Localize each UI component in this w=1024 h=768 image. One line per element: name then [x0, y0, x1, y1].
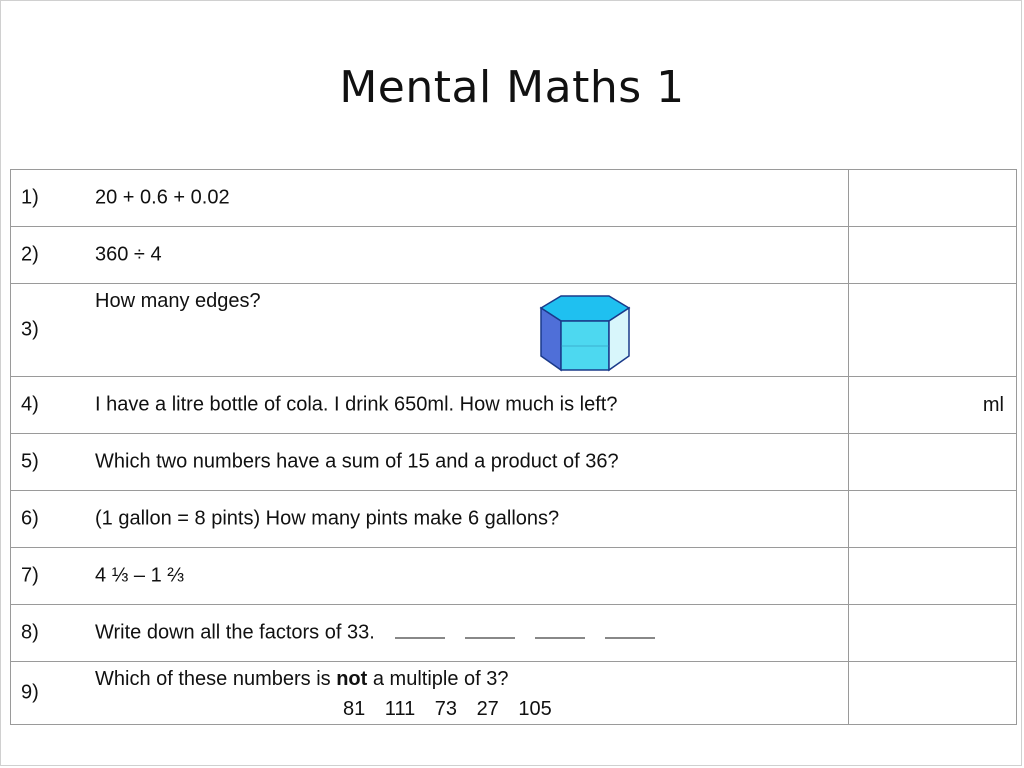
question-row [11, 227, 1017, 284]
answer-box[interactable]: ml [849, 377, 1017, 434]
factor-blank[interactable] [395, 622, 445, 639]
question-text-wrapper [95, 622, 655, 645]
question-number: 7) [21, 564, 39, 587]
question-text: Which two numbers have a sum of 15 and a product of 36? [95, 450, 619, 473]
factor-blank[interactable] [535, 622, 585, 639]
question-text: How many edges? [95, 290, 261, 312]
number-options: 81 111 73 27 105 [343, 698, 552, 720]
answer-box[interactable] [849, 227, 1017, 284]
question-row [11, 434, 1017, 491]
question-text: I have a litre bottle of cola. I drink 650ml. How much is left? [95, 393, 618, 416]
question-text: Write down all the factors of 33. [95, 621, 375, 644]
page-title: Mental Maths 1 [339, 62, 685, 113]
question-text: 360 ÷ 4 [95, 243, 162, 266]
question-row [11, 605, 1017, 662]
question-row [11, 170, 1017, 227]
question-number: 8) [21, 621, 39, 644]
answer-box[interactable] [849, 548, 1017, 605]
question-number: 4) [21, 393, 39, 416]
answer-box[interactable] [849, 662, 1017, 725]
hexagonal-prism-image [539, 290, 631, 372]
answer-box[interactable] [849, 434, 1017, 491]
factor-blank[interactable] [465, 622, 515, 639]
question-number: 9) [21, 681, 39, 704]
question-row [11, 491, 1017, 548]
question-number: 5) [21, 450, 39, 473]
question-text [95, 668, 509, 691]
question-number: 6) [21, 507, 39, 530]
answer-box[interactable] [849, 284, 1017, 377]
question-text: (1 gallon = 8 pints) How many pints make 6 gallons? [95, 507, 560, 530]
question-text: 20 + 0.6 + 0.02 [95, 186, 230, 209]
question-row [11, 377, 1017, 434]
question-text-bold: not [336, 668, 368, 690]
question-number: 2) [21, 243, 39, 266]
question-row [11, 284, 1017, 377]
question-text-part: Which of these numbers is [95, 668, 337, 690]
answer-box[interactable] [849, 491, 1017, 548]
question-number: 1) [21, 186, 39, 209]
question-text: 4 ⅓ – 1 ⅔ [95, 564, 184, 587]
question-row [11, 662, 1017, 725]
factor-blank[interactable] [605, 622, 655, 639]
answer-box[interactable] [849, 605, 1017, 662]
answer-box[interactable] [849, 170, 1017, 227]
questions-table [10, 169, 1017, 725]
question-text-part: a multiple of 3? [367, 668, 509, 690]
question-row [11, 548, 1017, 605]
question-number: 3) [21, 318, 39, 341]
